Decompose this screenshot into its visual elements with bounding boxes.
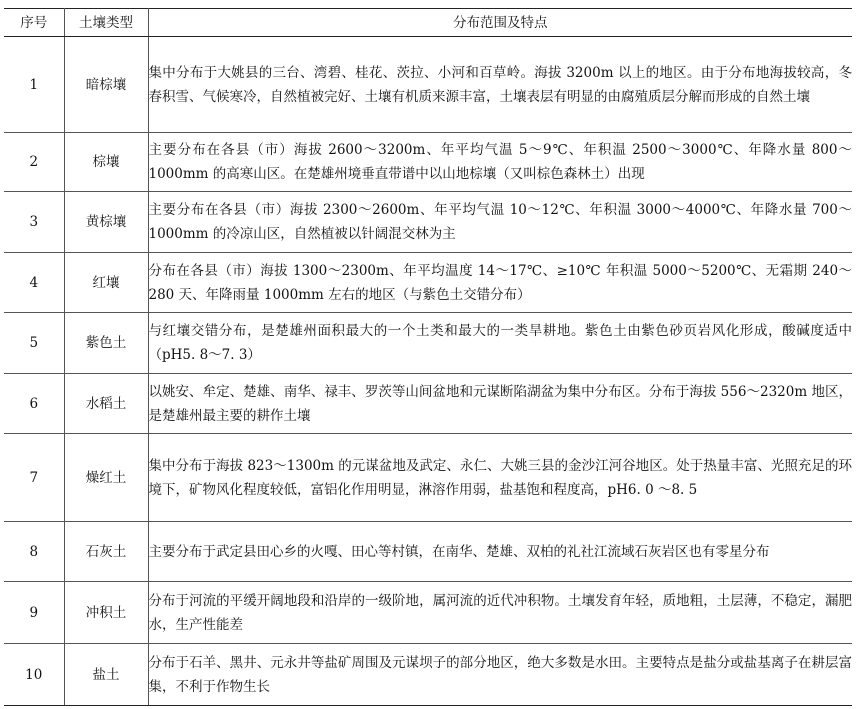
row-description: 分布在各县（市）海拔 1300～2300m、年平均温度 14～17℃、≥10℃ 年积温 5000～5200℃、无霜期 240～280 天、年降雨量 1000mm 左右的地区（与紫色土交错分布）	[148, 253, 852, 313]
row-description: 以姚安、牟定、楚雄、南华、禄丰、罗茨等山间盆地和元谋断陷湖盆为集中分布区。分布于海拔 556～2320m 地区，是楚雄州最主要的耕作土壤	[148, 374, 852, 434]
row-description: 与红壤交错分布，是楚雄州面积最大的一个土类和最大的一类旱耕地。紫色土由紫色砂页岩风化形成，酸碱度适中（pH5. 8～7. 3）	[148, 313, 852, 374]
table-row	[4, 253, 852, 313]
row-soil-type: 黄棕壤	[64, 192, 148, 253]
header-soil-type: 土壤类型	[64, 9, 148, 37]
row-number: 4	[4, 253, 64, 313]
table-row	[4, 37, 852, 133]
header-row	[4, 9, 852, 37]
row-description: 集中分布于大姚县的三台、湾碧、桂花、茨拉、小河和百草岭。海拔 3200m 以上的地区。由于分布地海拔较高，冬春积雪、气候寒冷，自然植被完好、土壤有机质来源丰富，土壤表层有明显的由腐殖质层分解而形成的自然土壤	[148, 37, 852, 133]
header-serial-number: 序号	[4, 9, 64, 37]
row-description: 集中分布于海拔 823～1300m 的元谋盆地及武定、永仁、大姚三县的金沙江河谷地区。处于热量丰富、光照充足的环境下，矿物风化程度较低，富铝化作用明显，淋溶作用弱，盐基饱和程度高，pH6. 0 ～8. 5	[148, 434, 852, 522]
row-description: 主要分布在各县（市）海拔 2300～2600m、年平均气温 10～12℃、年积温 3000～4000℃、年降水量 700～1000mm 的冷凉山区，自然植被以针阔混交林为主	[148, 192, 852, 253]
row-number: 5	[4, 313, 64, 374]
table-row	[4, 374, 852, 434]
table-row	[4, 313, 852, 374]
row-number: 3	[4, 192, 64, 253]
row-number: 10	[4, 644, 64, 706]
row-soil-type: 盐土	[64, 644, 148, 706]
row-number: 8	[4, 522, 64, 582]
table-row	[4, 522, 852, 582]
table-body	[4, 37, 852, 706]
row-description: 分布于河流的平缓开阔地段和沿岸的一级阶地，属河流的近代冲积物。土壤发育年轻，质地粗，土层薄，不稳定，漏肥水，生产性能差	[148, 582, 852, 644]
table-row	[4, 582, 852, 644]
row-number: 9	[4, 582, 64, 644]
row-soil-type: 暗棕壤	[64, 37, 148, 133]
row-number: 1	[4, 37, 64, 133]
row-soil-type: 水稻土	[64, 374, 148, 434]
table-row	[4, 192, 852, 253]
row-soil-type: 石灰土	[64, 522, 148, 582]
row-soil-type: 红壤	[64, 253, 148, 313]
row-number: 7	[4, 434, 64, 522]
soil-types-table	[4, 8, 852, 706]
table-row	[4, 644, 852, 706]
row-soil-type: 棕壤	[64, 133, 148, 192]
table-row	[4, 133, 852, 192]
row-soil-type: 紫色土	[64, 313, 148, 374]
header-distribution: 分布范围及特点	[148, 9, 852, 37]
table-header	[4, 9, 852, 37]
row-description: 主要分布于武定县田心乡的火嘎、田心等村镇，在南华、楚雄、双柏的礼社江流域石灰岩区也有零星分布	[148, 522, 852, 582]
row-number: 6	[4, 374, 64, 434]
row-number: 2	[4, 133, 64, 192]
row-description: 主要分布在各县（市）海拔 2600～3200m、年平均气温 5～9℃、年积温 2500～3000℃、年降水量 800～1000mm 的高寒山区。在楚雄州境垂直带谱中以山地棕壤（又叫棕色森林土）出现	[148, 133, 852, 192]
row-soil-type: 冲积土	[64, 582, 148, 644]
table-row	[4, 434, 852, 522]
row-description: 分布于石羊、黑井、元永井等盐矿周围及元谋坝子的部分地区，绝大多数是水田。主要特点是盐分或盐基离子在耕层富集，不利于作物生长	[148, 644, 852, 706]
row-soil-type: 燥红土	[64, 434, 148, 522]
